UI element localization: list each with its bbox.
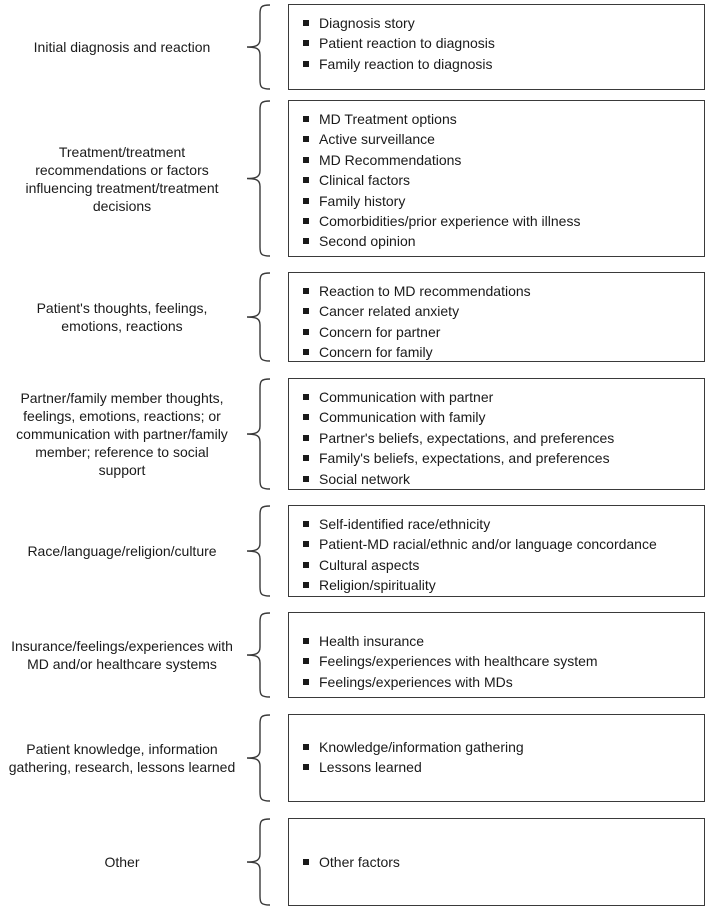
curly-brace-icon [244,100,274,257]
subcode-list [289,101,704,252]
list-item: Communication with partner [300,387,704,407]
list-item: Clinical factors [300,170,704,190]
list-item: Self-identified race/ethnicity [300,514,704,534]
list-item: Partner's beliefs, expectations, and preferences [300,428,704,448]
category-label: Insurance/feelings/experiences with MD and/or healthcare systems [11,638,233,672]
list-item: Feelings/experiences with MDs [300,672,704,692]
subcode-box [288,100,705,257]
subcode-list [289,715,704,778]
group-row [0,272,709,362]
category-label: Partner/family member thoughts, feelings, emotions, reactions; or communication with partner/family member; reference to social support [16,390,228,478]
list-item: Feelings/experiences with healthcare system [300,651,704,671]
group-row [0,612,709,698]
list-item: Second opinion [300,231,704,251]
category-label: Patient's thoughts, feelings, emotions, reactions [36,300,208,334]
list-item: Family reaction to diagnosis [300,54,704,74]
group-row [0,714,709,802]
subcode-box [288,714,705,802]
curly-brace-icon [244,714,274,802]
group-row [0,818,709,906]
list-item: MD Treatment options [300,109,704,129]
subcode-box [288,612,705,698]
category-label: Race/language/religion/culture [27,543,217,559]
subcode-box [288,272,705,362]
list-item: Cancer related anxiety [300,301,704,321]
category-label: Other [104,854,140,870]
curly-brace-icon [244,272,274,362]
group-row [0,378,709,490]
subcode-box [288,818,705,906]
curly-brace-icon [244,4,274,90]
subcode-list [289,613,704,692]
list-item: Family's beliefs, expectations, and preferences [300,448,704,468]
list-item: Concern for family [300,342,704,362]
list-item: Cultural aspects [300,555,704,575]
subcode-box [288,505,705,597]
list-item: Active surveillance [300,129,704,149]
subcode-list [289,5,704,74]
subcode-list [289,506,704,596]
subcode-list [289,819,704,872]
subcode-box [288,378,705,490]
list-item: Diagnosis story [300,13,704,33]
list-item: Concern for partner [300,322,704,342]
list-item: Other factors [300,852,704,872]
list-item: Patient reaction to diagnosis [300,33,704,53]
list-item: Reaction to MD recommendations [300,281,704,301]
list-item: Lessons learned [300,757,704,777]
group-row [0,4,709,90]
subcode-list [289,273,704,363]
list-item: Comorbidities/prior experience with illness [300,211,704,231]
list-item: Family history [300,191,704,211]
list-item: Knowledge/information gathering [300,737,704,757]
group-row [0,505,709,597]
subcode-box [288,4,705,90]
list-item: Patient-MD racial/ethnic and/or language concordance [300,534,704,554]
list-item: Religion/spirituality [300,575,704,595]
curly-brace-icon [244,818,274,906]
category-label: Patient knowledge, information gathering, research, lessons learned [8,741,236,775]
curly-brace-icon [244,612,274,698]
curly-brace-icon [244,505,274,597]
subcode-list [289,379,704,489]
category-label: Initial diagnosis and reaction [33,39,211,55]
list-item: Health insurance [300,631,704,651]
list-item: Communication with family [300,407,704,427]
list-item: MD Recommendations [300,150,704,170]
curly-brace-icon [244,378,274,490]
group-row [0,100,709,257]
category-label: Treatment/treatment recommendations or factors influencing treatment/treatment decisions [25,143,219,214]
list-item: Social network [300,469,704,489]
